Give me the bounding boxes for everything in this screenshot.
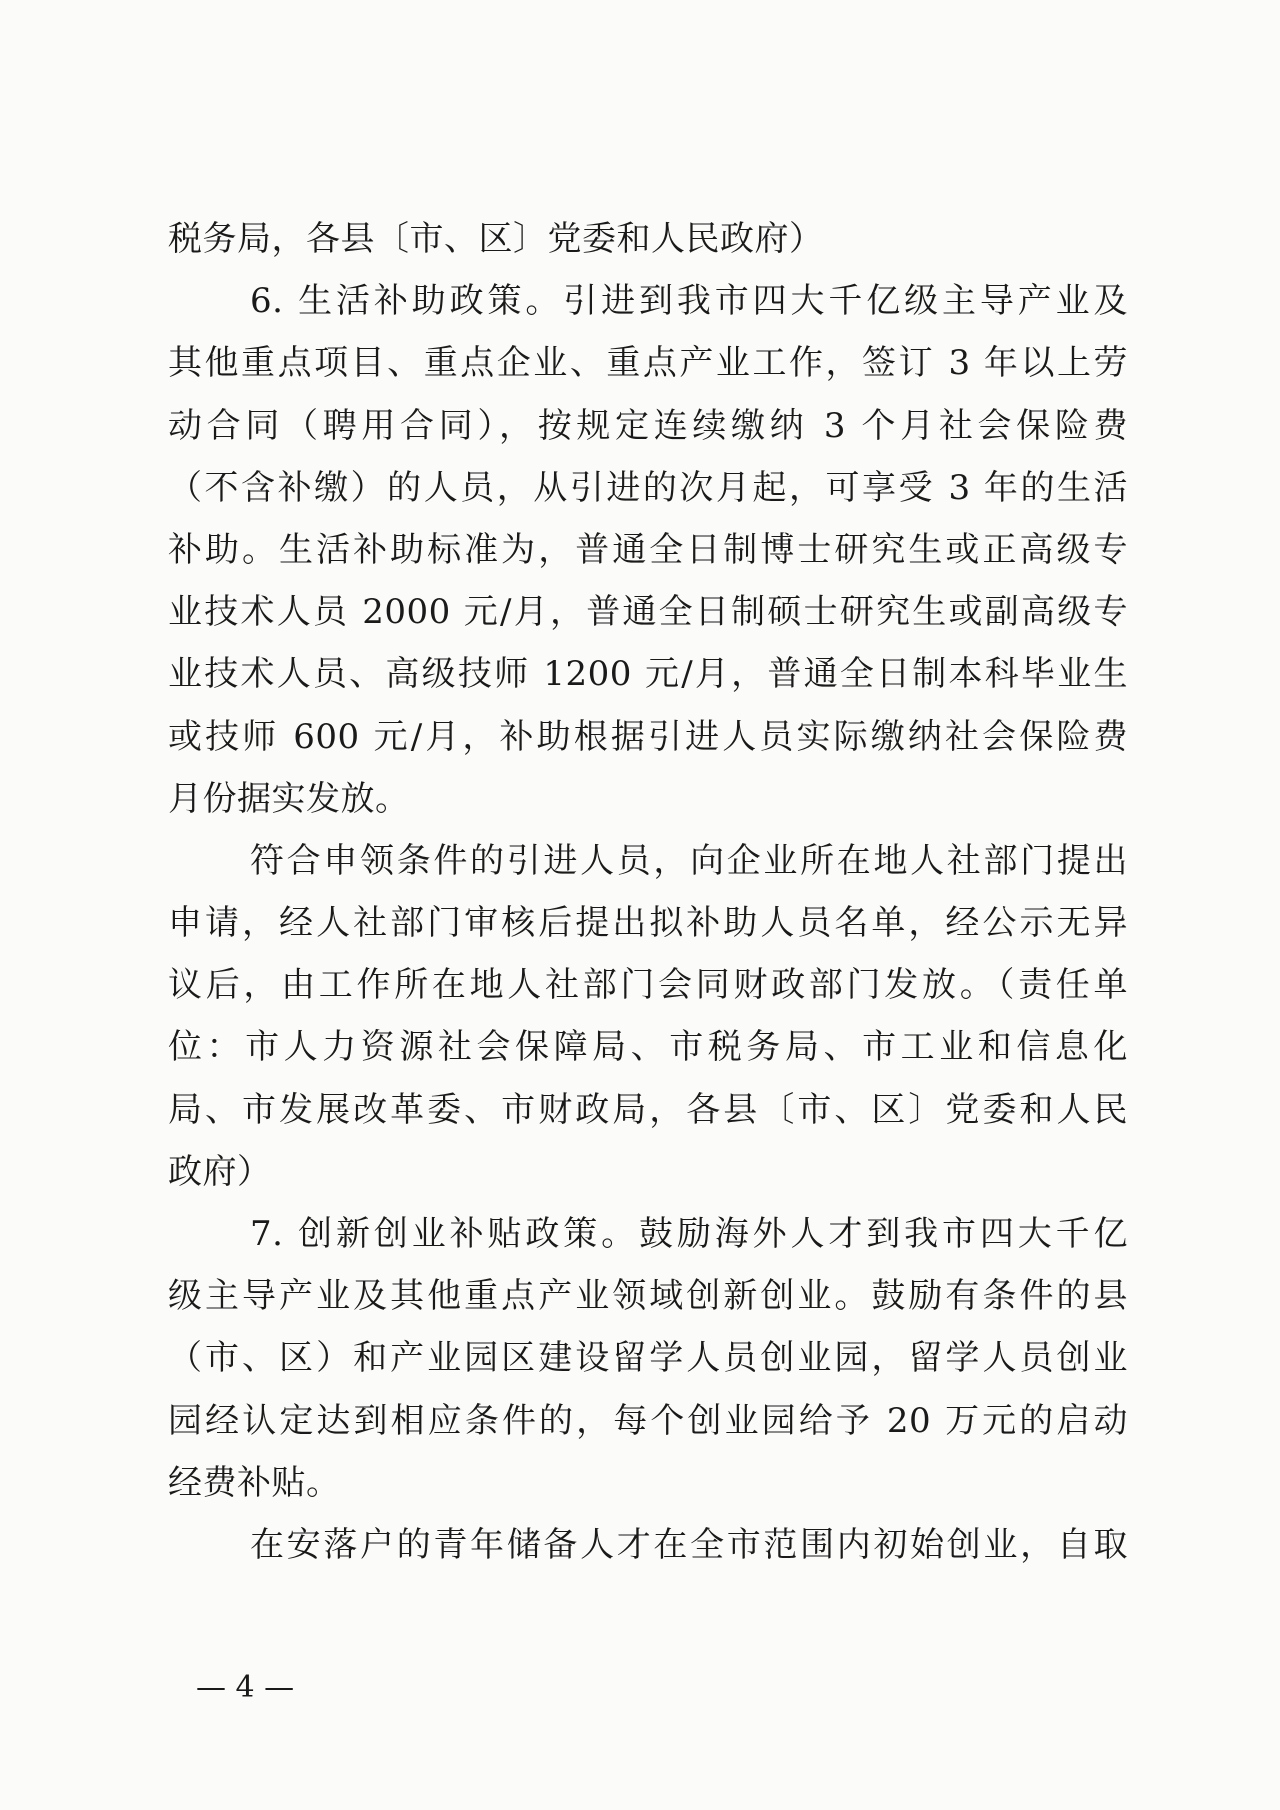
page-number: — 4 — — [196, 1670, 295, 1705]
text-line: 政府） — [168, 1151, 272, 1192]
text-line: 6. 生活补助政策。引进到我市四大千亿级主导产业及 — [250, 281, 1128, 322]
text-line: 位：市人力资源社会保障局、市税务局、市工业和信息化 — [168, 1027, 1128, 1068]
text-line: 级主导产业及其他重点产业领域创新创业。鼓励有条件的县 — [168, 1276, 1128, 1317]
text-line: 补助。生活补助标准为，普通全日制博士研究生或正高级专 — [168, 529, 1128, 570]
body-text — [168, 208, 1128, 1576]
text-line: 或技师 600 元/月，补助根据引进人员实际缴纳社会保险费 — [168, 716, 1128, 757]
text-line: 经费补贴。 — [168, 1462, 341, 1503]
text-line: 税务局，各县〔市、区〕党委和人民政府） — [168, 219, 824, 259]
text-line: 在安落户的青年储备人才在全市范围内初始创业，自取 — [250, 1524, 1128, 1565]
text-line: 业技术人员 2000 元/月，普通全日制硕士研究生或副高级专 — [168, 592, 1128, 633]
text-line: 议后，由工作所在地人社部门会同财政部门发放。（责任单 — [168, 965, 1128, 1006]
text-line: 局、市发展改革委、市财政局，各县〔市、区〕党委和人民 — [168, 1089, 1128, 1130]
text-line: 符合申领条件的引进人员，向企业所在地人社部门提出 — [250, 840, 1128, 881]
text-line: 动合同（聘用合同），按规定连续缴纳 3 个月社会保险费 — [168, 405, 1128, 446]
text-line: 申请，经人社部门审核后提出拟补助人员名单，经公示无异 — [168, 903, 1128, 944]
text-line: （不含补缴）的人员，从引进的次月起，可享受 3 年的生活 — [168, 467, 1128, 508]
text-line: 其他重点项目、重点企业、重点产业工作，签订 3 年以上劳 — [168, 343, 1128, 384]
text-line: 月份据实发放。 — [168, 778, 410, 819]
text-line: （市、区）和产业园区建设留学人员创业园，留学人员创业 — [168, 1338, 1128, 1379]
text-line: 7. 创新创业补贴政策。鼓励海外人才到我市四大千亿 — [250, 1214, 1128, 1254]
text-line: 业技术人员、高级技师 1200 元/月，普通全日制本科毕业生 — [168, 654, 1128, 695]
text-line: 园经认定达到相应条件的，每个创业园给予 20 万元的启动 — [168, 1400, 1128, 1441]
